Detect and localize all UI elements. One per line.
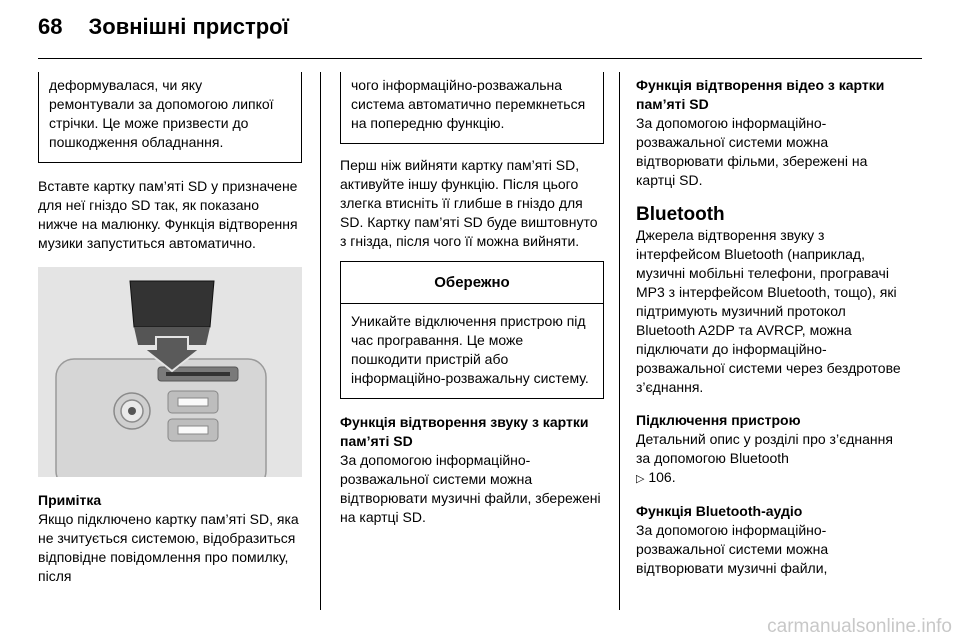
page-reference-arrow-icon: ▷ [636,472,645,485]
connect-device-heading: Підключення пристрою [636,412,801,428]
bluetooth-audio-heading: Функція Bluetooth-аудіо [636,503,803,519]
column-1 [38,72,302,586]
sd-audio-text: За допомогою інформаційно-розважальної системи можна відтворювати музичні файли, збережені на картці SD. [340,452,601,525]
bluetooth-audio-text: За допомогою інформаційно-розважальної системи можна відтворювати музичні файли, [636,522,829,576]
column-3 [636,72,906,578]
sd-video-heading: Функція відтворення відео з картки пам’яті SD [636,77,885,112]
caution-text: Уникайте відключення пристрою під час програвання. Це може пошкодити пристрій або інформаційно-розважальну систему. [351,313,589,386]
caution-heading: Обережно [341,262,603,304]
sd-video-text: За допомогою інформаційно-розважальної системи можна відтворювати фільми, збережені на картці SD. [636,115,868,188]
bluetooth-heading: Bluetooth [636,204,725,225]
continued-warning-text: деформувалася, чи яку ремонтували за допомогою липкої стрічки. Це може призвести до пошкодження обладнання. [49,77,274,150]
caution-box [340,261,604,399]
column-divider [619,72,620,610]
page-reference-link[interactable]: 106. [648,469,676,485]
continued-warning-box [38,72,302,163]
watermark: carmanualsonline.info [767,616,952,637]
sd-slot-illustration [38,267,302,477]
page-title: Зовнішні пристрої [88,14,289,39]
header-divider [38,58,922,59]
note-text: Якщо підключено картку пам’яті SD, яка не зчитується системою, відобразиться відповідне повідомлення про помилку, після [38,511,299,584]
column-2 [340,72,604,527]
column-divider [320,72,321,610]
connect-device-description: Детальний опис у розділі про з’єднання за допомогою Bluetooth [636,431,893,466]
sd-slot-drawing [38,267,302,477]
continued-note-text: чого інформаційно-розважальна система автоматично перемкнеться на попередню функцію. [351,77,586,131]
note-heading: Примітка [38,492,102,508]
page-number: 68 [38,14,63,39]
bluetooth-text: Джерела відтворення звуку з інтерфейсом Bluetooth (наприклад, музичні мобільні телефони, програвачі MP3 з інтерфейсом Bluetooth, тощо), які підтримують музичний протокол Bluetooth A2DP та AVRCP, можна підключати до інформаційно-розважальної системи через бездротове з’єднання. [636,227,901,395]
connect-device-text [636,430,906,488]
insert-card-text: Вставте картку пам’яті SD у призначене для неї гніздо SD так, як показано нижче на малюнку. Функція відтворення музики запуститься автоматично. [38,178,298,251]
continued-note-box [340,72,604,144]
sd-audio-heading: Функція відтворення звуку з картки пам’яті SD [340,414,589,449]
remove-card-text: Перш ніж вийняти картку пам’яті SD, активуйте іншу функцію. Після цього злегка втисніть її глибше в гніздо для SD. Картку пам’яті SD буде виштовнуто з гнізда, після чого її можна вийняти. [340,157,598,249]
page-header [38,14,289,44]
